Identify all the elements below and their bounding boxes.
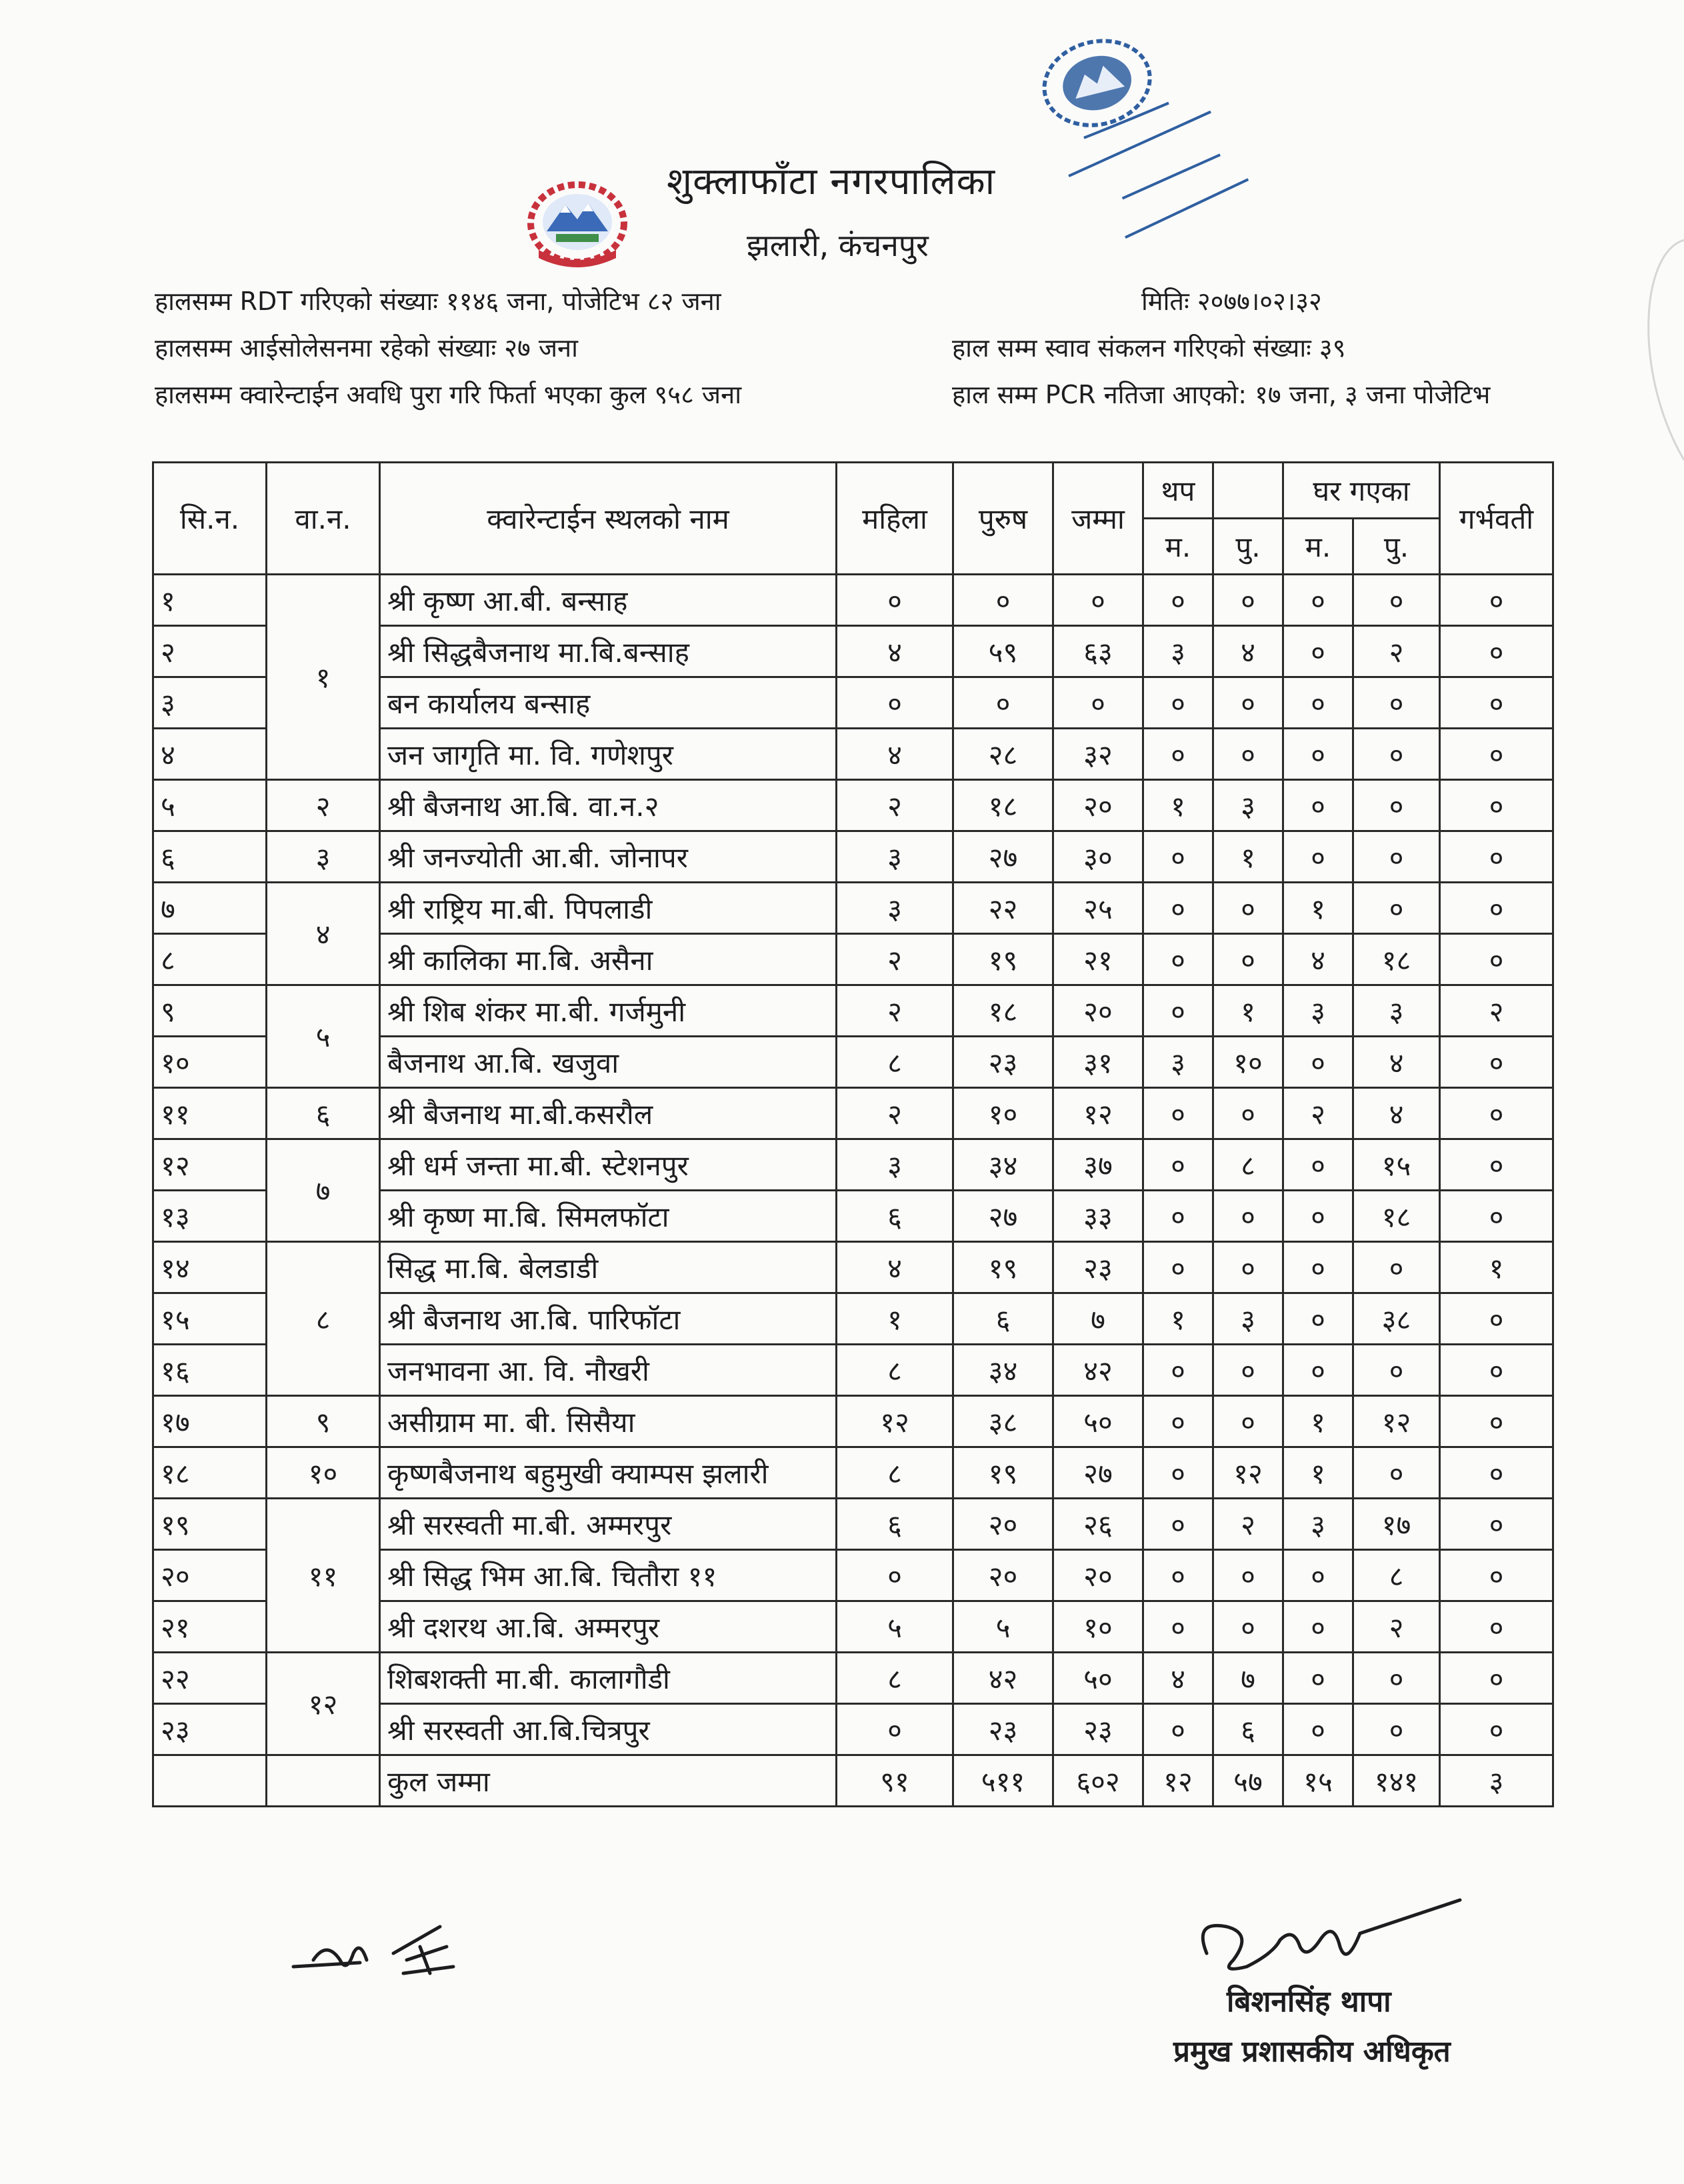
row-home-male: ०: [1353, 1242, 1440, 1293]
total-blank-ward: [267, 1755, 380, 1807]
row-added-female: ०: [1143, 1088, 1213, 1139]
row-home-female: ४: [1283, 934, 1353, 985]
row-added-female: ०: [1143, 985, 1213, 1037]
total-female: ९१: [837, 1755, 953, 1807]
rdt-count-text: हालसम्म RDT गरिएको संख्याः ११४६ जना, पोजेटिभ ८२ जना: [155, 287, 721, 316]
row-female: ०: [837, 677, 953, 729]
row-home-male: ४: [1353, 1037, 1440, 1088]
row-ward: २: [267, 780, 380, 831]
row-added-male: ३: [1213, 780, 1283, 831]
government-emblem-icon: [519, 170, 636, 270]
total-total: ६०२: [1053, 1755, 1143, 1807]
row-male: १८: [953, 780, 1053, 831]
row-total: ५०: [1053, 1396, 1143, 1447]
row-male: ३८: [953, 1396, 1053, 1447]
row-added-male: ०: [1213, 1191, 1283, 1242]
row-ward: ९: [267, 1396, 380, 1447]
row-added-female: ०: [1143, 729, 1213, 780]
total-home-male: १४१: [1353, 1755, 1440, 1807]
row-total: २०: [1053, 985, 1143, 1037]
header-sn: सि.न.: [153, 463, 267, 575]
row-female: २: [837, 1088, 953, 1139]
row-added-male: ०: [1213, 1396, 1283, 1447]
header-female: महिला: [837, 463, 953, 575]
row-pregnant: १: [1440, 1242, 1553, 1293]
row-total: ७: [1053, 1293, 1143, 1345]
row-home-male: ४: [1353, 1088, 1440, 1139]
municipality-address: झलारी, कंचनपुर: [747, 227, 929, 263]
municipality-title: शुक्लाफाँटा नगरपालिका: [667, 160, 996, 203]
row-site-name: शिबशक्ती मा.बी. कालागौडी: [380, 1653, 837, 1704]
row-home-male: २: [1353, 626, 1440, 677]
row-sn: २१: [153, 1601, 267, 1653]
header-added-female: म.: [1143, 519, 1213, 575]
row-added-male: ७: [1213, 1653, 1283, 1704]
row-added-female: ३: [1143, 1037, 1213, 1088]
row-added-male: ०: [1213, 1242, 1283, 1293]
row-site-name: श्री बैजनाथ आ.बि. पारिफॉटा: [380, 1293, 837, 1345]
row-pregnant: ०: [1440, 1396, 1553, 1447]
row-added-female: ०: [1143, 1345, 1213, 1396]
table-row: [153, 985, 1553, 1037]
row-sn: १: [153, 575, 267, 626]
row-site-name: श्री कालिका मा.बि. असैना: [380, 934, 837, 985]
table-row: [153, 883, 1553, 934]
row-home-male: १७: [1353, 1499, 1440, 1550]
row-sn: २०: [153, 1550, 267, 1601]
row-total: २३: [1053, 1242, 1143, 1293]
row-sn: १७: [153, 1396, 267, 1447]
row-total: २७: [1053, 1447, 1143, 1499]
total-blank-sn: [153, 1755, 267, 1807]
row-male: २२: [953, 883, 1053, 934]
row-added-female: ०: [1143, 1499, 1213, 1550]
row-pregnant: ०: [1440, 1088, 1553, 1139]
row-site-name: श्री कृष्ण आ.बी. बन्साह: [380, 575, 837, 626]
row-female: ४: [837, 626, 953, 677]
officer-title: प्रमुख प्रशासकीय अधिकृत: [1173, 2035, 1451, 2069]
row-home-male: १८: [1353, 934, 1440, 985]
row-male: २८: [953, 729, 1053, 780]
row-female: २: [837, 934, 953, 985]
swab-count-text: हाल सम्म स्वाव संकलन गरिएको संख्याः ३९: [952, 333, 1346, 363]
table-row: [153, 1088, 1553, 1139]
row-ward: ७: [267, 1139, 380, 1242]
row-male: ३४: [953, 1345, 1053, 1396]
table-row: [153, 1139, 1553, 1191]
header-added-blank: [1213, 463, 1283, 519]
row-sn: ८: [153, 934, 267, 985]
row-male: १९: [953, 1242, 1053, 1293]
row-total: ३३: [1053, 1191, 1143, 1242]
row-home-male: ०: [1353, 1653, 1440, 1704]
row-female: ४: [837, 729, 953, 780]
row-added-male: ०: [1213, 1088, 1283, 1139]
header-pregnant: गर्भवती: [1440, 463, 1553, 575]
row-home-male: १५: [1353, 1139, 1440, 1191]
row-ward: ८: [267, 1242, 380, 1396]
row-site-name: श्री सिद्ध भिम आ.बि. चितौरा ११: [380, 1550, 837, 1601]
row-pregnant: ०: [1440, 1601, 1553, 1653]
row-sn: १३: [153, 1191, 267, 1242]
row-site-name: श्री राष्ट्रिय मा.बी. पिपलाडी: [380, 883, 837, 934]
table-row: [153, 575, 1553, 626]
quarantine-returned-text: हालसम्म क्वारेन्टाईन अवधि पुरा गरि फिर्ता भएका कुल ९५८ जना: [155, 380, 742, 409]
row-total: ४२: [1053, 1345, 1143, 1396]
row-ward: ३: [267, 831, 380, 883]
row-sn: ९: [153, 985, 267, 1037]
row-pregnant: ०: [1440, 729, 1553, 780]
row-home-male: १२: [1353, 1396, 1440, 1447]
row-added-female: ०: [1143, 1396, 1213, 1447]
row-home-male: ०: [1353, 831, 1440, 883]
row-home-female: १: [1283, 1396, 1353, 1447]
row-added-male: ०: [1213, 677, 1283, 729]
header-ward: वा.न.: [267, 463, 380, 575]
row-pregnant: ०: [1440, 1499, 1553, 1550]
row-pregnant: ०: [1440, 1653, 1553, 1704]
isolation-count-text: हालसम्म आईसोलेसनमा रहेको संख्याः २७ जना: [155, 333, 578, 363]
row-site-name: श्री जनज्योती आ.बी. जोनापर: [380, 831, 837, 883]
row-female: ५: [837, 1601, 953, 1653]
row-site-name: श्री कृष्ण मा.बि. सिमलफॉटा: [380, 1191, 837, 1242]
row-site-name: असीग्राम मा. बी. सिसैया: [380, 1396, 837, 1447]
row-added-female: ०: [1143, 1550, 1213, 1601]
table-row: [153, 1396, 1553, 1447]
row-male: ४२: [953, 1653, 1053, 1704]
row-added-female: ०: [1143, 1191, 1213, 1242]
total-added-female: १२: [1143, 1755, 1213, 1807]
row-pregnant: ०: [1440, 1037, 1553, 1088]
row-site-name: श्री बैजनाथ मा.बी.कसरौल: [380, 1088, 837, 1139]
table-row: [153, 1499, 1553, 1550]
header-added: थप: [1143, 463, 1213, 519]
row-site-name: सिद्ध मा.बि. बेलडाडी: [380, 1242, 837, 1293]
row-home-female: ०: [1283, 1191, 1353, 1242]
row-site-name: श्री सरस्वती आ.बि.चित्रपुर: [380, 1704, 837, 1755]
row-home-female: ०: [1283, 1345, 1353, 1396]
row-total: २१: [1053, 934, 1143, 985]
row-female: ८: [837, 1345, 953, 1396]
row-male: ३४: [953, 1139, 1053, 1191]
row-home-male: ०: [1353, 1704, 1440, 1755]
row-site-name: बैजनाथ आ.बि. खजुवा: [380, 1037, 837, 1088]
row-added-female: ०: [1143, 934, 1213, 985]
row-total: २०: [1053, 780, 1143, 831]
row-site-name: श्री सरस्वती मा.बी. अम्मरपुर: [380, 1499, 837, 1550]
row-site-name: श्री दशरथ आ.बि. अम्मरपुर: [380, 1601, 837, 1653]
row-site-name: श्री बैजनाथ आ.बि. वा.न.२: [380, 780, 837, 831]
row-home-female: १: [1283, 883, 1353, 934]
row-home-female: १: [1283, 1447, 1353, 1499]
header-total: जम्मा: [1053, 463, 1143, 575]
row-site-name: श्री शिब शंकर मा.बी. गर्जमुनी: [380, 985, 837, 1037]
signature-left: [287, 1913, 487, 1993]
row-pregnant: ०: [1440, 1139, 1553, 1191]
row-pregnant: ०: [1440, 626, 1553, 677]
row-added-female: ०: [1143, 1601, 1213, 1653]
row-home-female: ०: [1283, 575, 1353, 626]
row-added-male: १२: [1213, 1447, 1283, 1499]
row-added-female: ३: [1143, 626, 1213, 677]
row-home-male: ०: [1353, 677, 1440, 729]
quarantine-table: [152, 461, 1554, 1807]
row-home-male: ८: [1353, 1550, 1440, 1601]
row-total: ६३: [1053, 626, 1143, 677]
row-home-female: ०: [1283, 1139, 1353, 1191]
row-home-male: ३: [1353, 985, 1440, 1037]
officer-name: बिशनसिंह थापा: [1227, 1985, 1391, 2019]
row-home-male: ३८: [1353, 1293, 1440, 1345]
row-home-female: ०: [1283, 1550, 1353, 1601]
row-male: १९: [953, 934, 1053, 985]
row-sn: ५: [153, 780, 267, 831]
row-total: २३: [1053, 1704, 1143, 1755]
row-female: ३: [837, 831, 953, 883]
row-total: ३०: [1053, 831, 1143, 883]
row-female: ०: [837, 1704, 953, 1755]
row-pregnant: ०: [1440, 883, 1553, 934]
row-pregnant: ०: [1440, 1191, 1553, 1242]
row-home-male: १८: [1353, 1191, 1440, 1242]
row-female: ४: [837, 1242, 953, 1293]
row-added-male: १: [1213, 985, 1283, 1037]
header-gone-home: घर गएका: [1283, 463, 1440, 519]
row-home-male: ०: [1353, 780, 1440, 831]
row-male: २७: [953, 831, 1053, 883]
total-label: कुल जम्मा: [380, 1755, 837, 1807]
row-sn: १८: [153, 1447, 267, 1499]
row-added-male: ०: [1213, 1550, 1283, 1601]
row-home-female: ३: [1283, 985, 1353, 1037]
row-total: १२: [1053, 1088, 1143, 1139]
row-male: २३: [953, 1704, 1053, 1755]
row-female: २: [837, 780, 953, 831]
row-site-name: जन जागृति मा. वि. गणेशपुर: [380, 729, 837, 780]
row-ward: ४: [267, 883, 380, 985]
row-home-female: ०: [1283, 1293, 1353, 1345]
row-added-male: ६: [1213, 1704, 1283, 1755]
row-sn: १९: [153, 1499, 267, 1550]
row-female: ६: [837, 1191, 953, 1242]
row-ward: ११: [267, 1499, 380, 1653]
row-added-male: १०: [1213, 1037, 1283, 1088]
row-total: २५: [1053, 883, 1143, 934]
row-female: ०: [837, 575, 953, 626]
row-sn: ३: [153, 677, 267, 729]
row-pregnant: ०: [1440, 1345, 1553, 1396]
header-male: पुरुष: [953, 463, 1053, 575]
row-sn: २३: [153, 1704, 267, 1755]
row-female: ८: [837, 1653, 953, 1704]
total-male: ५११: [953, 1755, 1053, 1807]
row-male: २३: [953, 1037, 1053, 1088]
row-home-male: ०: [1353, 1345, 1440, 1396]
table-row: [153, 1447, 1553, 1499]
row-home-male: ०: [1353, 729, 1440, 780]
row-home-female: ०: [1283, 677, 1353, 729]
row-added-female: ०: [1143, 575, 1213, 626]
row-added-male: ०: [1213, 1601, 1283, 1653]
row-pregnant: ०: [1440, 831, 1553, 883]
row-male: ५९: [953, 626, 1053, 677]
row-sn: १५: [153, 1293, 267, 1345]
row-added-female: ०: [1143, 831, 1213, 883]
row-sn: १०: [153, 1037, 267, 1088]
row-added-female: ०: [1143, 1447, 1213, 1499]
row-sn: १६: [153, 1345, 267, 1396]
row-ward: ५: [267, 985, 380, 1088]
row-added-male: ०: [1213, 575, 1283, 626]
row-total: ३२: [1053, 729, 1143, 780]
row-ward: ६: [267, 1088, 380, 1139]
row-added-male: ४: [1213, 626, 1283, 677]
row-female: १: [837, 1293, 953, 1345]
row-female: ३: [837, 1139, 953, 1191]
row-home-female: ०: [1283, 1037, 1353, 1088]
page-edge-curve: [1627, 0, 1684, 467]
row-pregnant: ०: [1440, 575, 1553, 626]
row-female: ६: [837, 1499, 953, 1550]
row-sn: ४: [153, 729, 267, 780]
row-pregnant: ०: [1440, 677, 1553, 729]
row-home-female: ०: [1283, 831, 1353, 883]
row-female: ८: [837, 1447, 953, 1499]
row-ward: १: [267, 575, 380, 780]
row-home-male: ०: [1353, 575, 1440, 626]
row-added-male: ३: [1213, 1293, 1283, 1345]
row-added-male: २: [1213, 1499, 1283, 1550]
row-total: २६: [1053, 1499, 1143, 1550]
row-total: १०: [1053, 1601, 1143, 1653]
header-home-male: पु.: [1353, 519, 1440, 575]
total-row: [153, 1755, 1553, 1807]
row-pregnant: २: [1440, 985, 1553, 1037]
header-home-female: म.: [1283, 519, 1353, 575]
table-row: [153, 1242, 1553, 1293]
table-row: [153, 780, 1553, 831]
row-home-female: ०: [1283, 1242, 1353, 1293]
row-site-name: जनभावना आ. वि. नौखरी: [380, 1345, 837, 1396]
row-total: ०: [1053, 677, 1143, 729]
row-pregnant: ०: [1440, 1447, 1553, 1499]
row-sn: ७: [153, 883, 267, 934]
row-sn: १२: [153, 1139, 267, 1191]
row-male: २०: [953, 1499, 1053, 1550]
row-added-female: ४: [1143, 1653, 1213, 1704]
table-row: [153, 1653, 1553, 1704]
row-sn: २२: [153, 1653, 267, 1704]
row-home-female: ०: [1283, 1601, 1353, 1653]
row-total: ३१: [1053, 1037, 1143, 1088]
row-male: ०: [953, 575, 1053, 626]
row-site-name: श्री धर्म जन्ता मा.बी. स्टेशनपुर: [380, 1139, 837, 1191]
row-added-female: १: [1143, 780, 1213, 831]
row-pregnant: ०: [1440, 1704, 1553, 1755]
row-added-female: १: [1143, 1293, 1213, 1345]
row-home-male: ०: [1353, 883, 1440, 934]
row-pregnant: ०: [1440, 934, 1553, 985]
row-total: ५०: [1053, 1653, 1143, 1704]
row-added-female: ०: [1143, 1139, 1213, 1191]
row-sn: ११: [153, 1088, 267, 1139]
row-male: २०: [953, 1550, 1053, 1601]
row-sn: १४: [153, 1242, 267, 1293]
table-row: [153, 831, 1553, 883]
row-pregnant: ०: [1440, 1550, 1553, 1601]
row-added-male: ०: [1213, 934, 1283, 985]
row-added-male: १: [1213, 831, 1283, 883]
row-total: ३७: [1053, 1139, 1143, 1191]
row-added-female: ०: [1143, 883, 1213, 934]
row-added-male: ८: [1213, 1139, 1283, 1191]
row-male: २७: [953, 1191, 1053, 1242]
row-home-female: ०: [1283, 1653, 1353, 1704]
row-pregnant: ०: [1440, 780, 1553, 831]
row-male: ०: [953, 677, 1053, 729]
row-female: २: [837, 985, 953, 1037]
row-added-male: ०: [1213, 1345, 1283, 1396]
row-female: १२: [837, 1396, 953, 1447]
row-female: ८: [837, 1037, 953, 1088]
row-total: ०: [1053, 575, 1143, 626]
row-added-male: ०: [1213, 729, 1283, 780]
total-pregnant: ३: [1440, 1755, 1553, 1807]
header-added-male: पु.: [1213, 519, 1283, 575]
row-male: ६: [953, 1293, 1053, 1345]
total-added-male: ५७: [1213, 1755, 1283, 1807]
row-male: १०: [953, 1088, 1053, 1139]
row-pregnant: ०: [1440, 1293, 1553, 1345]
total-home-female: १५: [1283, 1755, 1353, 1807]
row-home-female: २: [1283, 1088, 1353, 1139]
row-home-female: ०: [1283, 1704, 1353, 1755]
row-male: १९: [953, 1447, 1053, 1499]
date-text: मितिः २०७७।०२।३२: [1141, 287, 1322, 316]
header-site-name: क्वारेन्टाईन स्थलको नाम: [380, 463, 837, 575]
row-home-female: ०: [1283, 729, 1353, 780]
office-stamp: [1003, 19, 1270, 272]
row-home-male: २: [1353, 1601, 1440, 1653]
row-home-female: ०: [1283, 626, 1353, 677]
row-site-name: श्री सिद्धबैजनाथ मा.बि.बन्साह: [380, 626, 837, 677]
row-added-female: ०: [1143, 1242, 1213, 1293]
row-sn: २: [153, 626, 267, 677]
row-male: ५: [953, 1601, 1053, 1653]
row-site-name: बन कार्यालय बन्साह: [380, 677, 837, 729]
row-added-male: ०: [1213, 883, 1283, 934]
row-male: १८: [953, 985, 1053, 1037]
row-site-name: कृष्णबैजनाथ बहुमुखी क्याम्पस झलारी: [380, 1447, 837, 1499]
row-sn: ६: [153, 831, 267, 883]
row-home-female: ०: [1283, 780, 1353, 831]
row-female: ३: [837, 883, 953, 934]
row-ward: १२: [267, 1653, 380, 1755]
row-ward: १०: [267, 1447, 380, 1499]
row-added-female: ०: [1143, 677, 1213, 729]
pcr-result-text: हाल सम्म PCR नतिजा आएको: १७ जना, ३ जना पोजेटिभ: [952, 380, 1491, 409]
row-added-female: ०: [1143, 1704, 1213, 1755]
row-female: ०: [837, 1550, 953, 1601]
row-total: २०: [1053, 1550, 1143, 1601]
row-home-female: ३: [1283, 1499, 1353, 1550]
row-home-male: ०: [1353, 1447, 1440, 1499]
